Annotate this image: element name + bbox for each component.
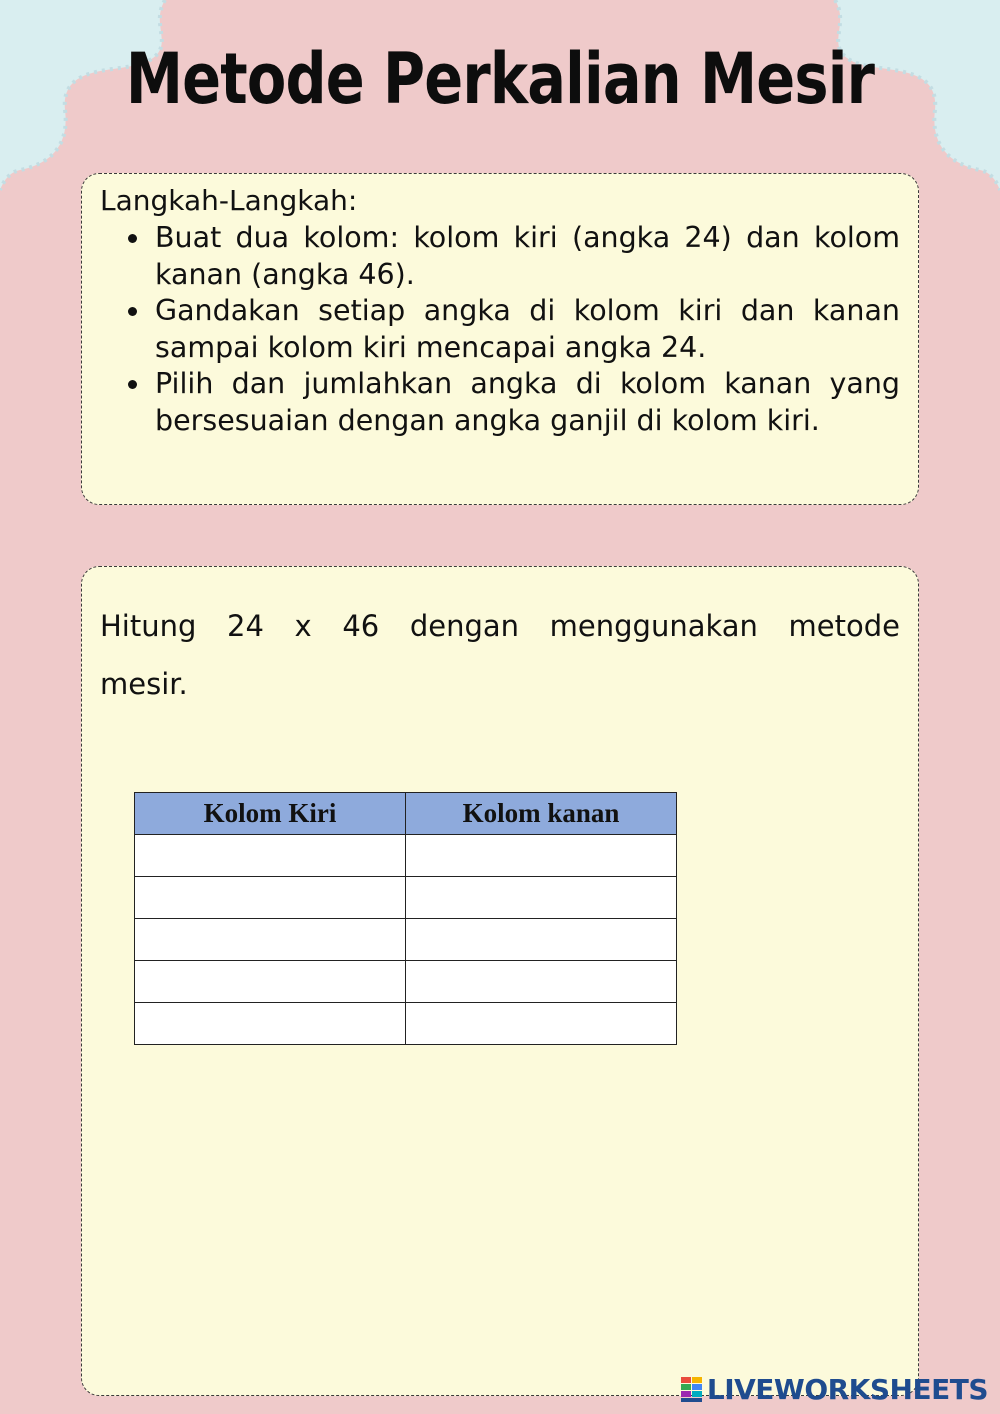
steps-list [100,220,900,439]
answer-cell-right[interactable] [406,961,677,1003]
answer-cell-right[interactable] [406,835,677,877]
table-row [135,961,677,1003]
answer-cell-right[interactable] [406,1003,677,1045]
header-kolom-kanan: Kolom kanan [406,793,677,835]
task-card [81,566,919,1396]
steps-heading: Langkah-Langkah: [100,184,358,217]
steps-card [81,173,919,505]
table-header-row [135,793,677,835]
answer-cell-left[interactable] [135,1003,406,1045]
page-title: Metode Perkalian Mesir [125,38,875,120]
table-row [135,835,677,877]
header-kolom-kiri: Kolom Kiri [135,793,406,835]
egyptian-multiplication-table [134,792,677,1045]
step-item: Gandakan setiap angka di kolom kiri dan kanan sampai kolom kiri mencapai angka 24. [100,293,900,366]
task-prompt: Hitung 24 x 46 dengan menggunakan metode mesir. [100,609,900,701]
table-row [135,919,677,961]
step-item: Buat dua kolom: kolom kiri (angka 24) dan kolom kanan (angka 46). [100,220,900,293]
step-item: Pilih dan jumlahkan angka di kolom kanan yang bersesuaian dengan angka ganjil di kolom kiri. [100,366,900,439]
egyptian-multiplication-table-wrap [134,792,677,1045]
table-row [135,1003,677,1045]
answer-cell-right[interactable] [406,877,677,919]
brand-name: LIVEWORKSHEETS [706,1373,988,1406]
liveworksheets-logo-icon [681,1377,703,1403]
answer-cell-right[interactable] [406,919,677,961]
answer-cell-left[interactable] [135,961,406,1003]
answer-cell-left[interactable] [135,919,406,961]
answer-cell-left[interactable] [135,877,406,919]
table-row [135,877,677,919]
liveworksheets-brand[interactable] [681,1373,988,1406]
answer-cell-left[interactable] [135,835,406,877]
